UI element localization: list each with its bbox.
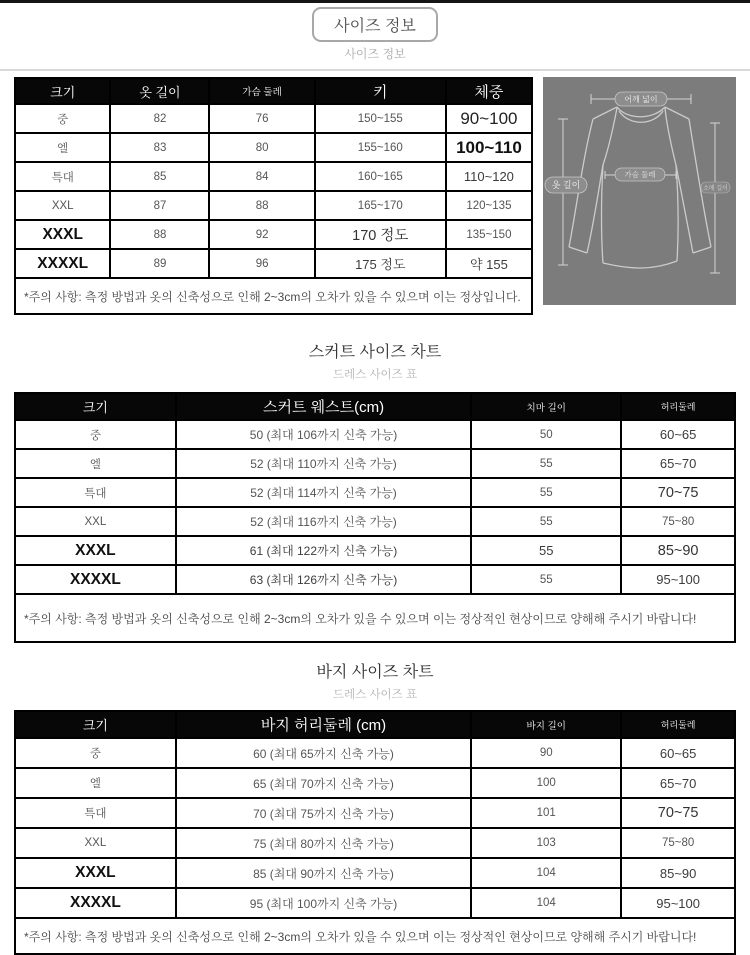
table-cell: 55 bbox=[471, 449, 621, 478]
table-cell: 165~170 bbox=[315, 191, 446, 220]
table-cell: 60~65 bbox=[621, 738, 735, 768]
table-cell: 55 bbox=[471, 478, 621, 507]
skirt-section-title: 스커트 사이즈 차트 bbox=[308, 344, 442, 361]
table-row bbox=[15, 104, 532, 133]
table-cell: 70~75 bbox=[621, 478, 735, 507]
table-cell: XXXL bbox=[15, 536, 176, 565]
table-cell: XXL bbox=[15, 828, 176, 858]
shirt-size-table bbox=[14, 77, 533, 315]
table-cell: 55 bbox=[471, 565, 621, 594]
pants-section-title: 바지 사이즈 차트 bbox=[316, 664, 434, 681]
column-header: 체중 bbox=[446, 78, 532, 104]
table-cell: 50 (최대 106까지 신축 가능) bbox=[176, 420, 471, 449]
table-cell: XXL bbox=[15, 507, 176, 536]
table-cell: 61 (최대 122까지 신축 가능) bbox=[176, 536, 471, 565]
column-header: 바지 길이 bbox=[471, 711, 621, 738]
table-cell: 96 bbox=[209, 249, 314, 278]
shirt-measurement-diagram bbox=[543, 77, 736, 305]
table-cell: 90 bbox=[471, 738, 621, 768]
table-cell: 83 bbox=[110, 133, 209, 162]
table-cell: 82 bbox=[110, 104, 209, 133]
column-header: 스커트 웨스트(cm) bbox=[176, 393, 471, 420]
table-cell: 약 155 bbox=[446, 249, 532, 278]
table-cell: 155~160 bbox=[315, 133, 446, 162]
table-cell: XXXL bbox=[15, 858, 176, 888]
table-cell: 65~70 bbox=[621, 768, 735, 798]
table-cell: XXXXL bbox=[15, 888, 176, 918]
table-cell: 65 (최대 70까지 신축 가능) bbox=[176, 768, 471, 798]
table-cell: 엘 bbox=[15, 449, 176, 478]
table-row bbox=[15, 449, 735, 478]
table-cell: 특대 bbox=[15, 478, 176, 507]
table-row bbox=[15, 858, 735, 888]
table-cell: 52 (최대 110까지 신축 가능) bbox=[176, 449, 471, 478]
table-cell: 100 bbox=[471, 768, 621, 798]
table-cell: 88 bbox=[110, 220, 209, 249]
table-cell: 110~120 bbox=[446, 162, 532, 191]
column-header: 크기 bbox=[15, 711, 176, 738]
table-cell: 100~110 bbox=[446, 133, 532, 162]
garment-length-label: 옷 길이 bbox=[551, 180, 581, 190]
table-cell: 60~65 bbox=[621, 420, 735, 449]
table-row bbox=[15, 133, 532, 162]
table-cell: 75 (최대 80까지 신축 가능) bbox=[176, 828, 471, 858]
shirt-diagram-image bbox=[543, 77, 736, 305]
table-row bbox=[15, 798, 735, 828]
table-cell: 특대 bbox=[15, 798, 176, 828]
table-cell: 중 bbox=[15, 104, 110, 133]
shirt-size-section bbox=[14, 77, 736, 315]
table-cell: 95~100 bbox=[621, 565, 735, 594]
table-cell: 중 bbox=[15, 420, 176, 449]
table-cell: 76 bbox=[209, 104, 314, 133]
column-header: 허리둘레 bbox=[621, 393, 735, 420]
table-cell: 160~165 bbox=[315, 162, 446, 191]
column-header: 옷 길이 bbox=[110, 78, 209, 104]
table-cell: 95~100 bbox=[621, 888, 735, 918]
sleeve-length-label: 소매 길이 bbox=[703, 186, 728, 192]
table-cell: XXXL bbox=[15, 220, 110, 249]
table-cell: 중 bbox=[15, 738, 176, 768]
skirt-size-table bbox=[14, 392, 736, 643]
column-header: 크기 bbox=[15, 78, 110, 104]
table-cell: 55 bbox=[471, 536, 621, 565]
table-row bbox=[15, 768, 735, 798]
table-row bbox=[15, 420, 735, 449]
table-cell: 92 bbox=[209, 220, 314, 249]
table-footnote-row bbox=[15, 918, 735, 954]
column-header: 바지 허리둘레 (cm) bbox=[176, 711, 471, 738]
table-cell: 70 (최대 75까지 신축 가능) bbox=[176, 798, 471, 828]
table-footnote: *주의 사항: 측정 방법과 옷의 신축성으로 인해 2~3cm의 오차가 있을 수 있으며 이는 정상적인 현상이므로 양해해 주시기 바랍니다! bbox=[15, 594, 735, 642]
table-row bbox=[15, 162, 532, 191]
table-cell: 65~70 bbox=[621, 449, 735, 478]
table-cell: 75~80 bbox=[621, 828, 735, 858]
skirt-section-subtitle: 드레스 사이즈 표 bbox=[332, 369, 418, 381]
header-divider bbox=[0, 69, 750, 71]
table-cell: 120~135 bbox=[446, 191, 532, 220]
shoulder-width-label: 어깨 넓이 bbox=[624, 95, 658, 104]
page-header bbox=[0, 3, 750, 62]
pants-size-table bbox=[14, 710, 736, 955]
table-row bbox=[15, 828, 735, 858]
table-cell: 104 bbox=[471, 888, 621, 918]
page-title: 사이즈 정보 bbox=[334, 18, 416, 35]
table-cell: 104 bbox=[471, 858, 621, 888]
table-cell: 55 bbox=[471, 507, 621, 536]
table-cell: 85 bbox=[110, 162, 209, 191]
size-info-title-box bbox=[312, 7, 438, 42]
table-cell: 엘 bbox=[15, 768, 176, 798]
table-cell: 90~100 bbox=[446, 104, 532, 133]
table-cell: 75~80 bbox=[621, 507, 735, 536]
pants-section-subtitle: 드레스 사이즈 표 bbox=[332, 689, 418, 701]
table-cell: 85~90 bbox=[621, 858, 735, 888]
table-cell: 엘 bbox=[15, 133, 110, 162]
table-cell: 95 (최대 100까지 신축 가능) bbox=[176, 888, 471, 918]
chest-circumference-label: 가슴 둘레 bbox=[624, 170, 656, 179]
table-cell: XXL bbox=[15, 191, 110, 220]
column-header: 키 bbox=[315, 78, 446, 104]
table-cell: 170 정도 bbox=[315, 220, 446, 249]
table-row bbox=[15, 536, 735, 565]
table-footnote: *주의 사항: 측정 방법과 옷의 신축성으로 인해 2~3cm의 오차가 있을 수 있으며 이는 정상적인 현상이므로 양해해 주시기 바랍니다! bbox=[15, 918, 735, 954]
table-cell: 52 (최대 116까지 신축 가능) bbox=[176, 507, 471, 536]
table-row bbox=[15, 478, 735, 507]
table-cell: 135~150 bbox=[446, 220, 532, 249]
table-cell: 52 (최대 114까지 신축 가능) bbox=[176, 478, 471, 507]
table-cell: 88 bbox=[209, 191, 314, 220]
table-row bbox=[15, 565, 735, 594]
table-row bbox=[15, 220, 532, 249]
column-header: 치마 길이 bbox=[471, 393, 621, 420]
table-row bbox=[15, 249, 532, 278]
table-footnote-row bbox=[15, 278, 532, 314]
table-cell: 50 bbox=[471, 420, 621, 449]
table-cell: 101 bbox=[471, 798, 621, 828]
table-row bbox=[15, 888, 735, 918]
table-cell: 89 bbox=[110, 249, 209, 278]
table-row bbox=[15, 507, 735, 536]
column-header: 허리둘레 bbox=[621, 711, 735, 738]
table-cell: 103 bbox=[471, 828, 621, 858]
table-cell: 87 bbox=[110, 191, 209, 220]
table-cell: 150~155 bbox=[315, 104, 446, 133]
table-row bbox=[15, 738, 735, 768]
column-header: 가슴 둘레 bbox=[209, 78, 314, 104]
table-footnote: *주의 사항: 측정 방법과 옷의 신축성으로 인해 2~3cm의 오차가 있을 수 있으며 이는 정상입니다. bbox=[15, 278, 532, 314]
table-cell: 60 (최대 65까지 신축 가능) bbox=[176, 738, 471, 768]
table-footnote-row bbox=[15, 594, 735, 642]
page-subtitle: 사이즈 정보 bbox=[344, 47, 406, 61]
content bbox=[14, 77, 736, 955]
table-row bbox=[15, 191, 532, 220]
table-cell: XXXXL bbox=[15, 249, 110, 278]
column-header: 크기 bbox=[15, 393, 176, 420]
table-cell: 특대 bbox=[15, 162, 110, 191]
table-cell: 85~90 bbox=[621, 536, 735, 565]
table-cell: 80 bbox=[209, 133, 314, 162]
table-cell: 85 (최대 90까지 신축 가능) bbox=[176, 858, 471, 888]
table-cell: 63 (최대 126까지 신축 가능) bbox=[176, 565, 471, 594]
table-cell: 70~75 bbox=[621, 798, 735, 828]
table-cell: 175 정도 bbox=[315, 249, 446, 278]
table-cell: 84 bbox=[209, 162, 314, 191]
table-cell: XXXXL bbox=[15, 565, 176, 594]
